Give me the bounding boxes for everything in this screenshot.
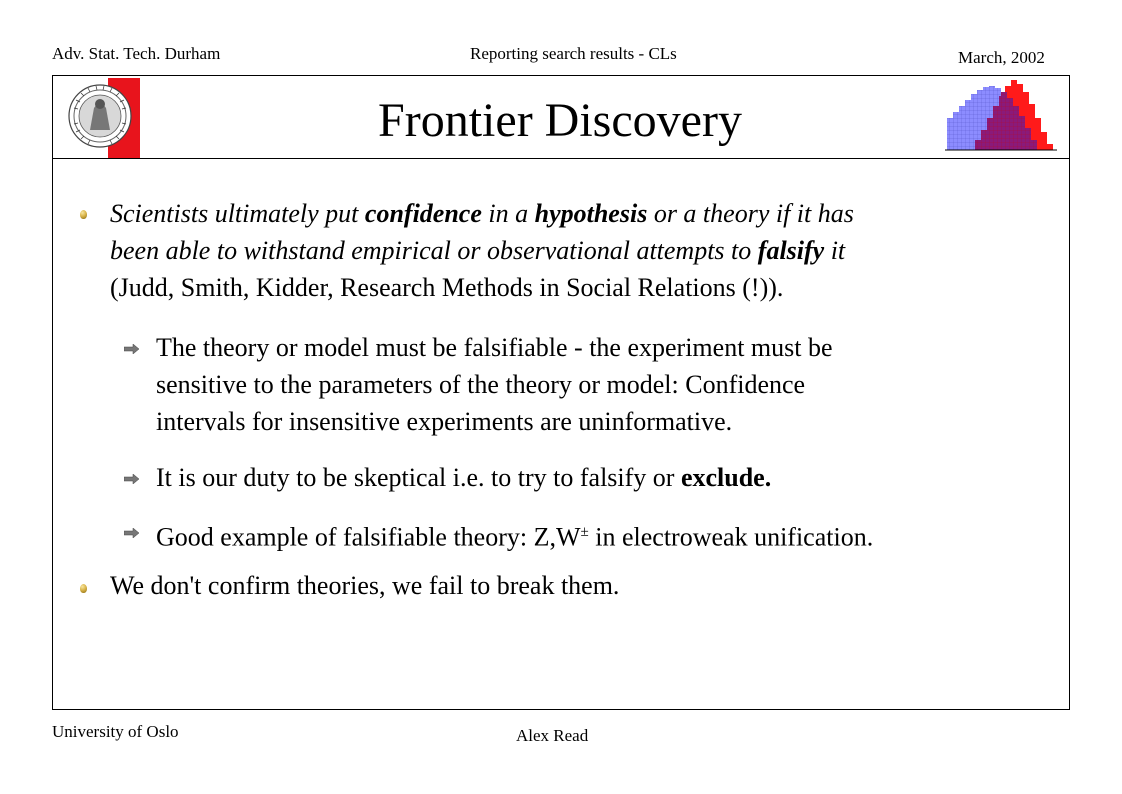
header-left: Adv. Stat. Tech. Durham (52, 44, 221, 63)
bullet-1-line-1: Scientists ultimately put confidence in a hypothesis or a theory if it has (110, 199, 854, 228)
sub-1-line-2: sensitive to the parameters of the theory or model: Confidence (156, 370, 806, 399)
sub-1-line-1: The theory or model must be falsifiable - the experiment must be (156, 333, 833, 362)
sub-3-line: Good example of falsifiable theory: Z,W± in electroweak unification. (156, 522, 874, 552)
footer-left: University of Oslo (52, 722, 179, 741)
histogram-graphic (945, 78, 1057, 157)
title-divider (52, 158, 1070, 159)
bullet-1-line-3: (Judd, Smith, Kidder, Research Methods in Social Relations (!)). (110, 273, 784, 302)
sub-1-line-3: intervals for insensitive experiments are uninformative. (156, 407, 733, 436)
slide-title: Frontier Discovery (378, 94, 742, 147)
arrow-bullet-icon (124, 344, 139, 354)
bullet-icon (80, 584, 87, 593)
bullet-1-line-2: been able to withstand empirical or observational attempts to falsify it (110, 236, 846, 265)
bullet-icon (80, 210, 87, 219)
footer-center: Alex Read (516, 726, 589, 745)
bullet-2-line: We don't confirm theories, we fail to break them. (110, 571, 620, 600)
university-logo (66, 78, 142, 163)
header-center: Reporting search results - CLs (470, 44, 677, 63)
arrow-bullet-icon (124, 474, 139, 484)
sub-2-line: It is our duty to be skeptical i.e. to try to falsify or exclude. (156, 463, 772, 492)
header-right: March, 2002 (958, 48, 1045, 67)
arrow-bullet-icon (124, 528, 139, 538)
